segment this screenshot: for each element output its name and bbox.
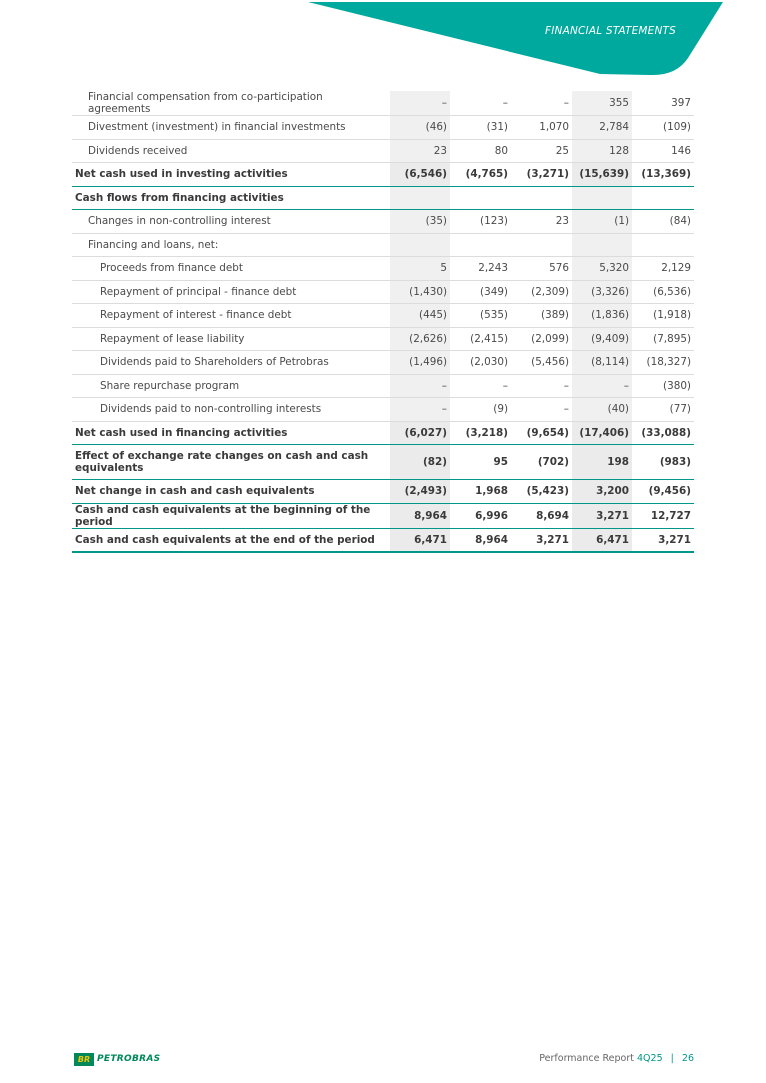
table-row — [72, 280, 694, 304]
cell-value: (1) — [572, 210, 632, 234]
cell-value: (4,765) — [450, 163, 511, 187]
cell-value: (349) — [450, 280, 511, 304]
table-row — [72, 210, 694, 234]
subtotal-row — [72, 480, 694, 504]
cell-value: 95 — [450, 445, 511, 480]
cell-value: (6,536) — [632, 280, 694, 304]
row-label: Repayment of interest - finance debt — [72, 304, 390, 328]
petrobras-logo — [74, 1053, 164, 1067]
subtotal-row — [72, 421, 694, 445]
cell-value: (82) — [390, 445, 450, 480]
cell-value: (46) — [390, 116, 450, 140]
cell-value: (9) — [450, 398, 511, 422]
cell-value: – — [390, 91, 450, 116]
page-footer — [470, 1053, 694, 1064]
table-row — [72, 139, 694, 163]
cell-value: (1,836) — [572, 304, 632, 328]
cell-value: (3,271) — [511, 163, 572, 187]
table-row — [72, 327, 694, 351]
cell-value: 2,129 — [632, 257, 694, 281]
cell-value: 8,964 — [450, 528, 511, 552]
cell-value: (7,895) — [632, 327, 694, 351]
cell-value: – — [511, 374, 572, 398]
cell-value: 5 — [390, 257, 450, 281]
cell-value: (6,546) — [390, 163, 450, 187]
cell-value: 3,271 — [632, 528, 694, 552]
total-row — [72, 528, 694, 552]
subtotal-row — [72, 445, 694, 480]
cell-value: 355 — [572, 91, 632, 116]
table-row — [72, 351, 694, 375]
cell-value: (5,456) — [511, 351, 572, 375]
cell-value: 25 — [511, 139, 572, 163]
cell-value: 576 — [511, 257, 572, 281]
cell-value: (109) — [632, 116, 694, 140]
cell-value: (123) — [450, 210, 511, 234]
cell-value: 3,271 — [511, 528, 572, 552]
banner-shape — [308, 2, 723, 75]
cell-value: (445) — [390, 304, 450, 328]
cash-flow-table — [72, 91, 694, 553]
page-number: 26 — [681, 1053, 694, 1064]
cell-value: (1,430) — [390, 280, 450, 304]
cell-value: – — [390, 398, 450, 422]
table-row — [72, 233, 694, 257]
table-row — [72, 91, 694, 116]
cell-value: – — [450, 374, 511, 398]
cell-value: (17,406) — [572, 421, 632, 445]
table-row — [72, 116, 694, 140]
logo-wordmark: PETROBRAS — [97, 1054, 161, 1064]
header-banner — [0, 0, 766, 90]
cell-value: (2,626) — [390, 327, 450, 351]
cell-value: 1,070 — [511, 116, 572, 140]
row-label: Net cash used in financing activities — [72, 421, 390, 445]
cell-value: (702) — [511, 445, 572, 480]
cell-value: (9,456) — [632, 480, 694, 504]
cell-value: – — [450, 91, 511, 116]
cell-value: 2,243 — [450, 257, 511, 281]
cell-value: (535) — [450, 304, 511, 328]
cell-value: 3,200 — [572, 480, 632, 504]
cell-value: – — [572, 374, 632, 398]
cell-value: (31) — [450, 116, 511, 140]
table-row — [72, 374, 694, 398]
cell-value: (2,309) — [511, 280, 572, 304]
row-label: Changes in non-controlling interest — [72, 210, 390, 234]
section-header-row — [72, 186, 694, 210]
row-label: Repayment of principal - finance debt — [72, 280, 390, 304]
cell-value: (15,639) — [572, 163, 632, 187]
row-label: Financial compensation from co-participation agreements — [72, 91, 390, 116]
row-label: Cash and cash equivalents at the end of the period — [72, 528, 390, 552]
cell-value: (9,409) — [572, 327, 632, 351]
cell-value: (35) — [390, 210, 450, 234]
cell-value: 6,471 — [390, 528, 450, 552]
cell-value: (33,088) — [632, 421, 694, 445]
cell-value: (3,326) — [572, 280, 632, 304]
cell-value: (389) — [511, 304, 572, 328]
cell-value: 80 — [450, 139, 511, 163]
cell-value: (3,218) — [450, 421, 511, 445]
row-label: Repayment of lease liability — [72, 327, 390, 351]
cell-value: (18,327) — [632, 351, 694, 375]
row-label: Dividends paid to non-controlling interests — [72, 398, 390, 422]
row-label: Effect of exchange rate changes on cash and cash equivalents — [72, 445, 390, 480]
cell-value: 1,968 — [450, 480, 511, 504]
cell-value: 5,320 — [572, 257, 632, 281]
cell-value: 23 — [390, 139, 450, 163]
cell-value: 12,727 — [632, 503, 694, 528]
row-label: Dividends paid to Shareholders of Petrobras — [72, 351, 390, 375]
cell-value: 146 — [632, 139, 694, 163]
subtotal-row — [72, 163, 694, 187]
report-label: Performance Report — [539, 1053, 634, 1064]
row-label: Net cash used in investing activities — [72, 163, 390, 187]
table-row — [72, 304, 694, 328]
row-label: Cash and cash equivalents at the beginning of the period — [72, 503, 390, 528]
cell-value: (13,369) — [632, 163, 694, 187]
row-label: Financing and loans, net: — [72, 233, 390, 257]
cell-value: (380) — [632, 374, 694, 398]
cell-value: 6,471 — [572, 528, 632, 552]
cell-value: (8,114) — [572, 351, 632, 375]
section-title: FINANCIAL STATEMENTS — [545, 25, 677, 37]
cell-value: (2,415) — [450, 327, 511, 351]
table-row — [72, 398, 694, 422]
cell-value: – — [511, 91, 572, 116]
footer-separator: | — [670, 1053, 674, 1064]
subtotal-row — [72, 503, 694, 528]
cell-value: (1,918) — [632, 304, 694, 328]
cell-value: 23 — [511, 210, 572, 234]
cell-value: (9,654) — [511, 421, 572, 445]
cell-value: 8,694 — [511, 503, 572, 528]
cell-value: – — [511, 398, 572, 422]
cell-value: 6,996 — [450, 503, 511, 528]
br-logo-mark: BR — [74, 1053, 94, 1066]
cell-value: (2,030) — [450, 351, 511, 375]
cell-value: (5,423) — [511, 480, 572, 504]
cell-value: 8,964 — [390, 503, 450, 528]
row-label: Net change in cash and cash equivalents — [72, 480, 390, 504]
cell-value: (40) — [572, 398, 632, 422]
row-label: Divestment (investment) in financial investments — [72, 116, 390, 140]
cell-value: 3,271 — [572, 503, 632, 528]
cell-value: (84) — [632, 210, 694, 234]
row-label: Cash flows from financing activities — [72, 186, 390, 210]
cell-value: (1,496) — [390, 351, 450, 375]
cell-value: 397 — [632, 91, 694, 116]
report-quarter: 4Q25 — [637, 1053, 663, 1064]
cell-value: 198 — [572, 445, 632, 480]
cell-value: – — [390, 374, 450, 398]
table-row — [72, 257, 694, 281]
cell-value: 128 — [572, 139, 632, 163]
row-label: Dividends received — [72, 139, 390, 163]
cell-value: (6,027) — [390, 421, 450, 445]
row-label: Proceeds from finance debt — [72, 257, 390, 281]
cell-value: (77) — [632, 398, 694, 422]
cell-value: (2,493) — [390, 480, 450, 504]
row-label: Share repurchase program — [72, 374, 390, 398]
cell-value: 2,784 — [572, 116, 632, 140]
cell-value: (2,099) — [511, 327, 572, 351]
cell-value: (983) — [632, 445, 694, 480]
